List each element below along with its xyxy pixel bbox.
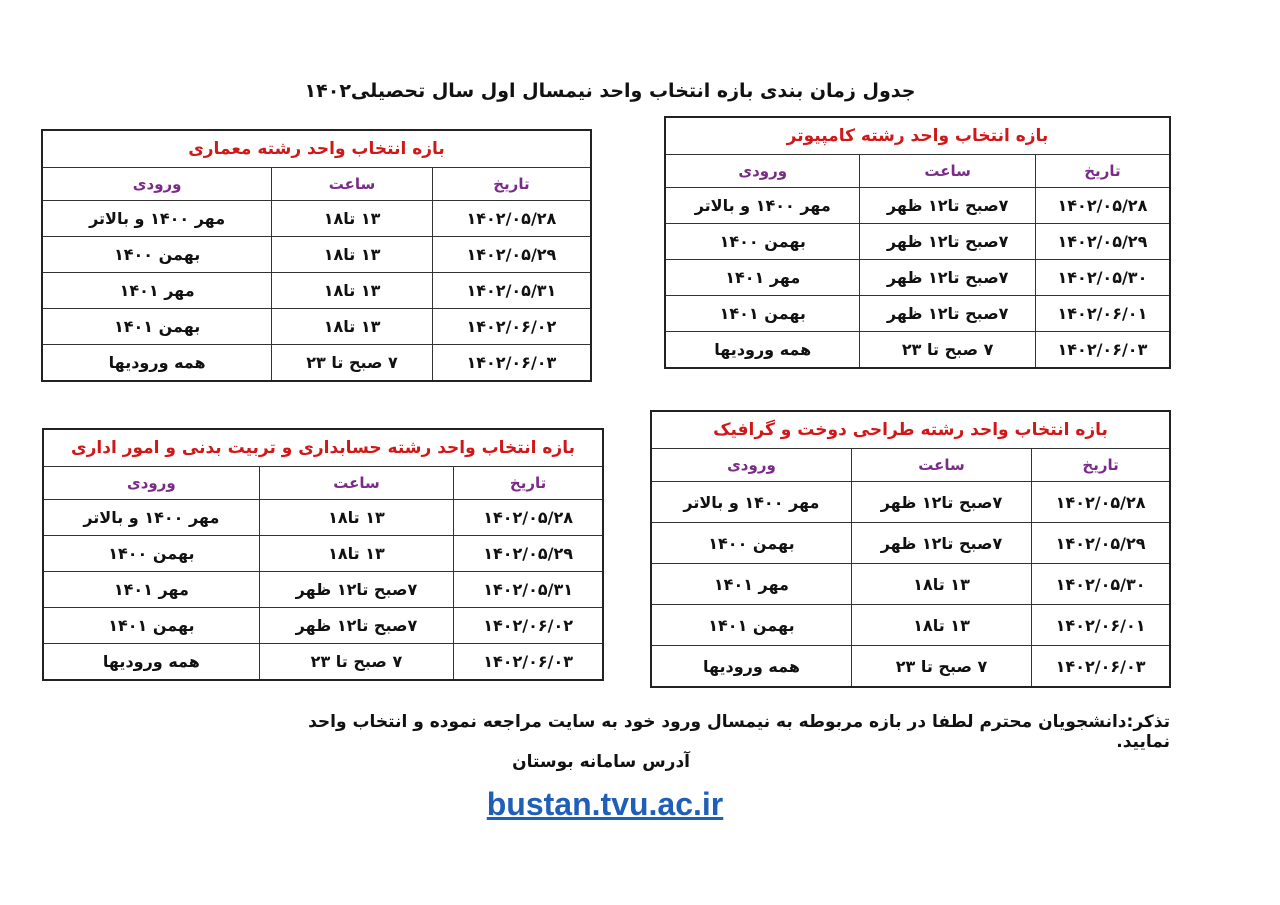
- header-date: تاریخ: [1035, 155, 1170, 188]
- header-date: تاریخ: [454, 467, 603, 500]
- cell-entry: بهمن ۱۴۰۱: [42, 309, 272, 345]
- header-time: ساعت: [851, 449, 1031, 482]
- cell-date: ۱۴۰۲/۰۶/۰۱: [1032, 605, 1170, 646]
- header-entry: ورودی: [651, 449, 851, 482]
- header-time: ساعت: [272, 168, 433, 201]
- table-row: [42, 273, 591, 309]
- cell-date: ۱۴۰۲/۰۶/۰۳: [1035, 332, 1170, 369]
- table-caption: بازه انتخاب واحد رشته حسابداری و تربیت بدنی و امور اداری: [43, 429, 603, 467]
- table-row: [665, 260, 1170, 296]
- page-title: جدول زمان بندی بازه انتخاب واحد نیمسال اول سال تحصیلی۱۴۰۲: [304, 80, 916, 102]
- table-row: [43, 608, 603, 644]
- cell-date: ۱۴۰۲/۰۵/۲۹: [432, 237, 591, 273]
- cell-entry: بهمن ۱۴۰۰: [665, 224, 860, 260]
- cell-date: ۱۴۰۲/۰۵/۲۸: [454, 500, 603, 536]
- table-row: [43, 536, 603, 572]
- table-row: [651, 605, 1170, 646]
- cell-entry: بهمن ۱۴۰۱: [665, 296, 860, 332]
- cell-time: ۷صبح تا۱۲ ظهر: [259, 608, 453, 644]
- header-entry: ورودی: [43, 467, 259, 500]
- cell-date: ۱۴۰۲/۰۵/۲۹: [1032, 523, 1170, 564]
- cell-time: ۱۳ تا۱۸: [272, 237, 433, 273]
- bustan-link[interactable]: bustan.tvu.ac.ir: [486, 786, 724, 822]
- table-caption: بازه انتخاب واحد رشته طراحی دوخت و گرافیک: [651, 411, 1170, 449]
- schedule-table-computer: [664, 116, 1171, 369]
- cell-date: ۱۴۰۲/۰۵/۲۹: [454, 536, 603, 572]
- table-row: [665, 188, 1170, 224]
- cell-entry: بهمن ۱۴۰۰: [42, 237, 272, 273]
- cell-entry: مهر ۱۴۰۰ و بالاتر: [665, 188, 860, 224]
- cell-time: ۷ صبح تا ۲۳: [272, 345, 433, 382]
- cell-date: ۱۴۰۲/۰۶/۰۳: [1032, 646, 1170, 688]
- cell-time: ۷صبح تا۱۲ ظهر: [860, 260, 1035, 296]
- cell-time: ۱۳ تا۱۸: [259, 536, 453, 572]
- header-date: تاریخ: [1032, 449, 1170, 482]
- cell-time: ۱۳ تا۱۸: [259, 500, 453, 536]
- cell-date: ۱۴۰۲/۰۵/۲۸: [1032, 482, 1170, 523]
- cell-date: ۱۴۰۲/۰۵/۳۱: [454, 572, 603, 608]
- cell-entry: بهمن ۱۴۰۱: [43, 608, 259, 644]
- schedule-table-architecture: [41, 129, 592, 382]
- cell-time: ۱۳ تا۱۸: [272, 201, 433, 237]
- header-entry: ورودی: [665, 155, 860, 188]
- cell-entry: مهر ۱۴۰۰ و بالاتر: [651, 482, 851, 523]
- cell-date: ۱۴۰۲/۰۶/۰۲: [454, 608, 603, 644]
- table-row: [42, 201, 591, 237]
- cell-date: ۱۴۰۲/۰۵/۳۰: [1032, 564, 1170, 605]
- cell-time: ۷صبح تا۱۲ ظهر: [860, 188, 1035, 224]
- table-row: [665, 296, 1170, 332]
- header-time: ساعت: [259, 467, 453, 500]
- cell-date: ۱۴۰۲/۰۵/۲۹: [1035, 224, 1170, 260]
- cell-date: ۱۴۰۲/۰۶/۰۳: [432, 345, 591, 382]
- table-row: [651, 482, 1170, 523]
- cell-date: ۱۴۰۲/۰۶/۰۱: [1035, 296, 1170, 332]
- header-time: ساعت: [860, 155, 1035, 188]
- cell-entry: بهمن ۱۴۰۰: [43, 536, 259, 572]
- cell-entry: مهر ۱۴۰۱: [651, 564, 851, 605]
- header-entry: ورودی: [42, 168, 272, 201]
- cell-date: ۱۴۰۲/۰۵/۲۸: [432, 201, 591, 237]
- cell-entry: مهر ۱۴۰۰ و بالاتر: [42, 201, 272, 237]
- table-row: [651, 523, 1170, 564]
- notice-text: تذکر:دانشجویان محترم لطفا در بازه مربوطه به نیمسال ورود خود به سایت مراجعه نموده و انتخاب واحد نمایید.: [308, 712, 1170, 752]
- table-caption: بازه انتخاب واحد رشته کامپیوتر: [665, 117, 1170, 155]
- cell-date: ۱۴۰۲/۰۵/۳۰: [1035, 260, 1170, 296]
- table-row: [42, 345, 591, 382]
- cell-time: ۷ صبح تا ۲۳: [259, 644, 453, 681]
- cell-time: ۱۳ تا۱۸: [272, 309, 433, 345]
- table-row: [665, 224, 1170, 260]
- cell-entry: بهمن ۱۴۰۱: [651, 605, 851, 646]
- header-date: تاریخ: [432, 168, 591, 201]
- schedule-table-fashion-graphics: [650, 410, 1171, 688]
- cell-time: ۷صبح تا۱۲ ظهر: [860, 296, 1035, 332]
- cell-entry: همه ورودیها: [665, 332, 860, 369]
- cell-entry: مهر ۱۴۰۱: [43, 572, 259, 608]
- cell-time: ۷ صبح تا ۲۳: [860, 332, 1035, 369]
- schedule-table-accounting: [42, 428, 604, 681]
- table-row: [42, 237, 591, 273]
- cell-entry: همه ورودیها: [43, 644, 259, 681]
- cell-time: ۱۳ تا۱۸: [851, 605, 1031, 646]
- cell-entry: همه ورودیها: [651, 646, 851, 688]
- cell-time: ۷صبح تا۱۲ ظهر: [860, 224, 1035, 260]
- address-label: آدرس سامانه بوستان: [512, 752, 690, 772]
- cell-time: ۷صبح تا۱۲ ظهر: [851, 482, 1031, 523]
- table-row: [43, 572, 603, 608]
- cell-entry: همه ورودیها: [42, 345, 272, 382]
- cell-time: ۱۳ تا۱۸: [272, 273, 433, 309]
- table-row: [665, 332, 1170, 369]
- table-row: [42, 309, 591, 345]
- cell-date: ۱۴۰۲/۰۵/۳۱: [432, 273, 591, 309]
- table-row: [43, 644, 603, 681]
- cell-date: ۱۴۰۲/۰۶/۰۲: [432, 309, 591, 345]
- cell-entry: بهمن ۱۴۰۰: [651, 523, 851, 564]
- cell-time: ۷صبح تا۱۲ ظهر: [259, 572, 453, 608]
- cell-time: ۱۳ تا۱۸: [851, 564, 1031, 605]
- cell-entry: مهر ۱۴۰۱: [42, 273, 272, 309]
- table-row: [43, 500, 603, 536]
- cell-entry: مهر ۱۴۰۱: [665, 260, 860, 296]
- table-row: [651, 646, 1170, 688]
- cell-time: ۷صبح تا۱۲ ظهر: [851, 523, 1031, 564]
- cell-time: ۷ صبح تا ۲۳: [851, 646, 1031, 688]
- table-caption: بازه انتخاب واحد رشته معماری: [42, 130, 591, 168]
- cell-date: ۱۴۰۲/۰۶/۰۳: [454, 644, 603, 681]
- cell-date: ۱۴۰۲/۰۵/۲۸: [1035, 188, 1170, 224]
- cell-entry: مهر ۱۴۰۰ و بالاتر: [43, 500, 259, 536]
- table-row: [651, 564, 1170, 605]
